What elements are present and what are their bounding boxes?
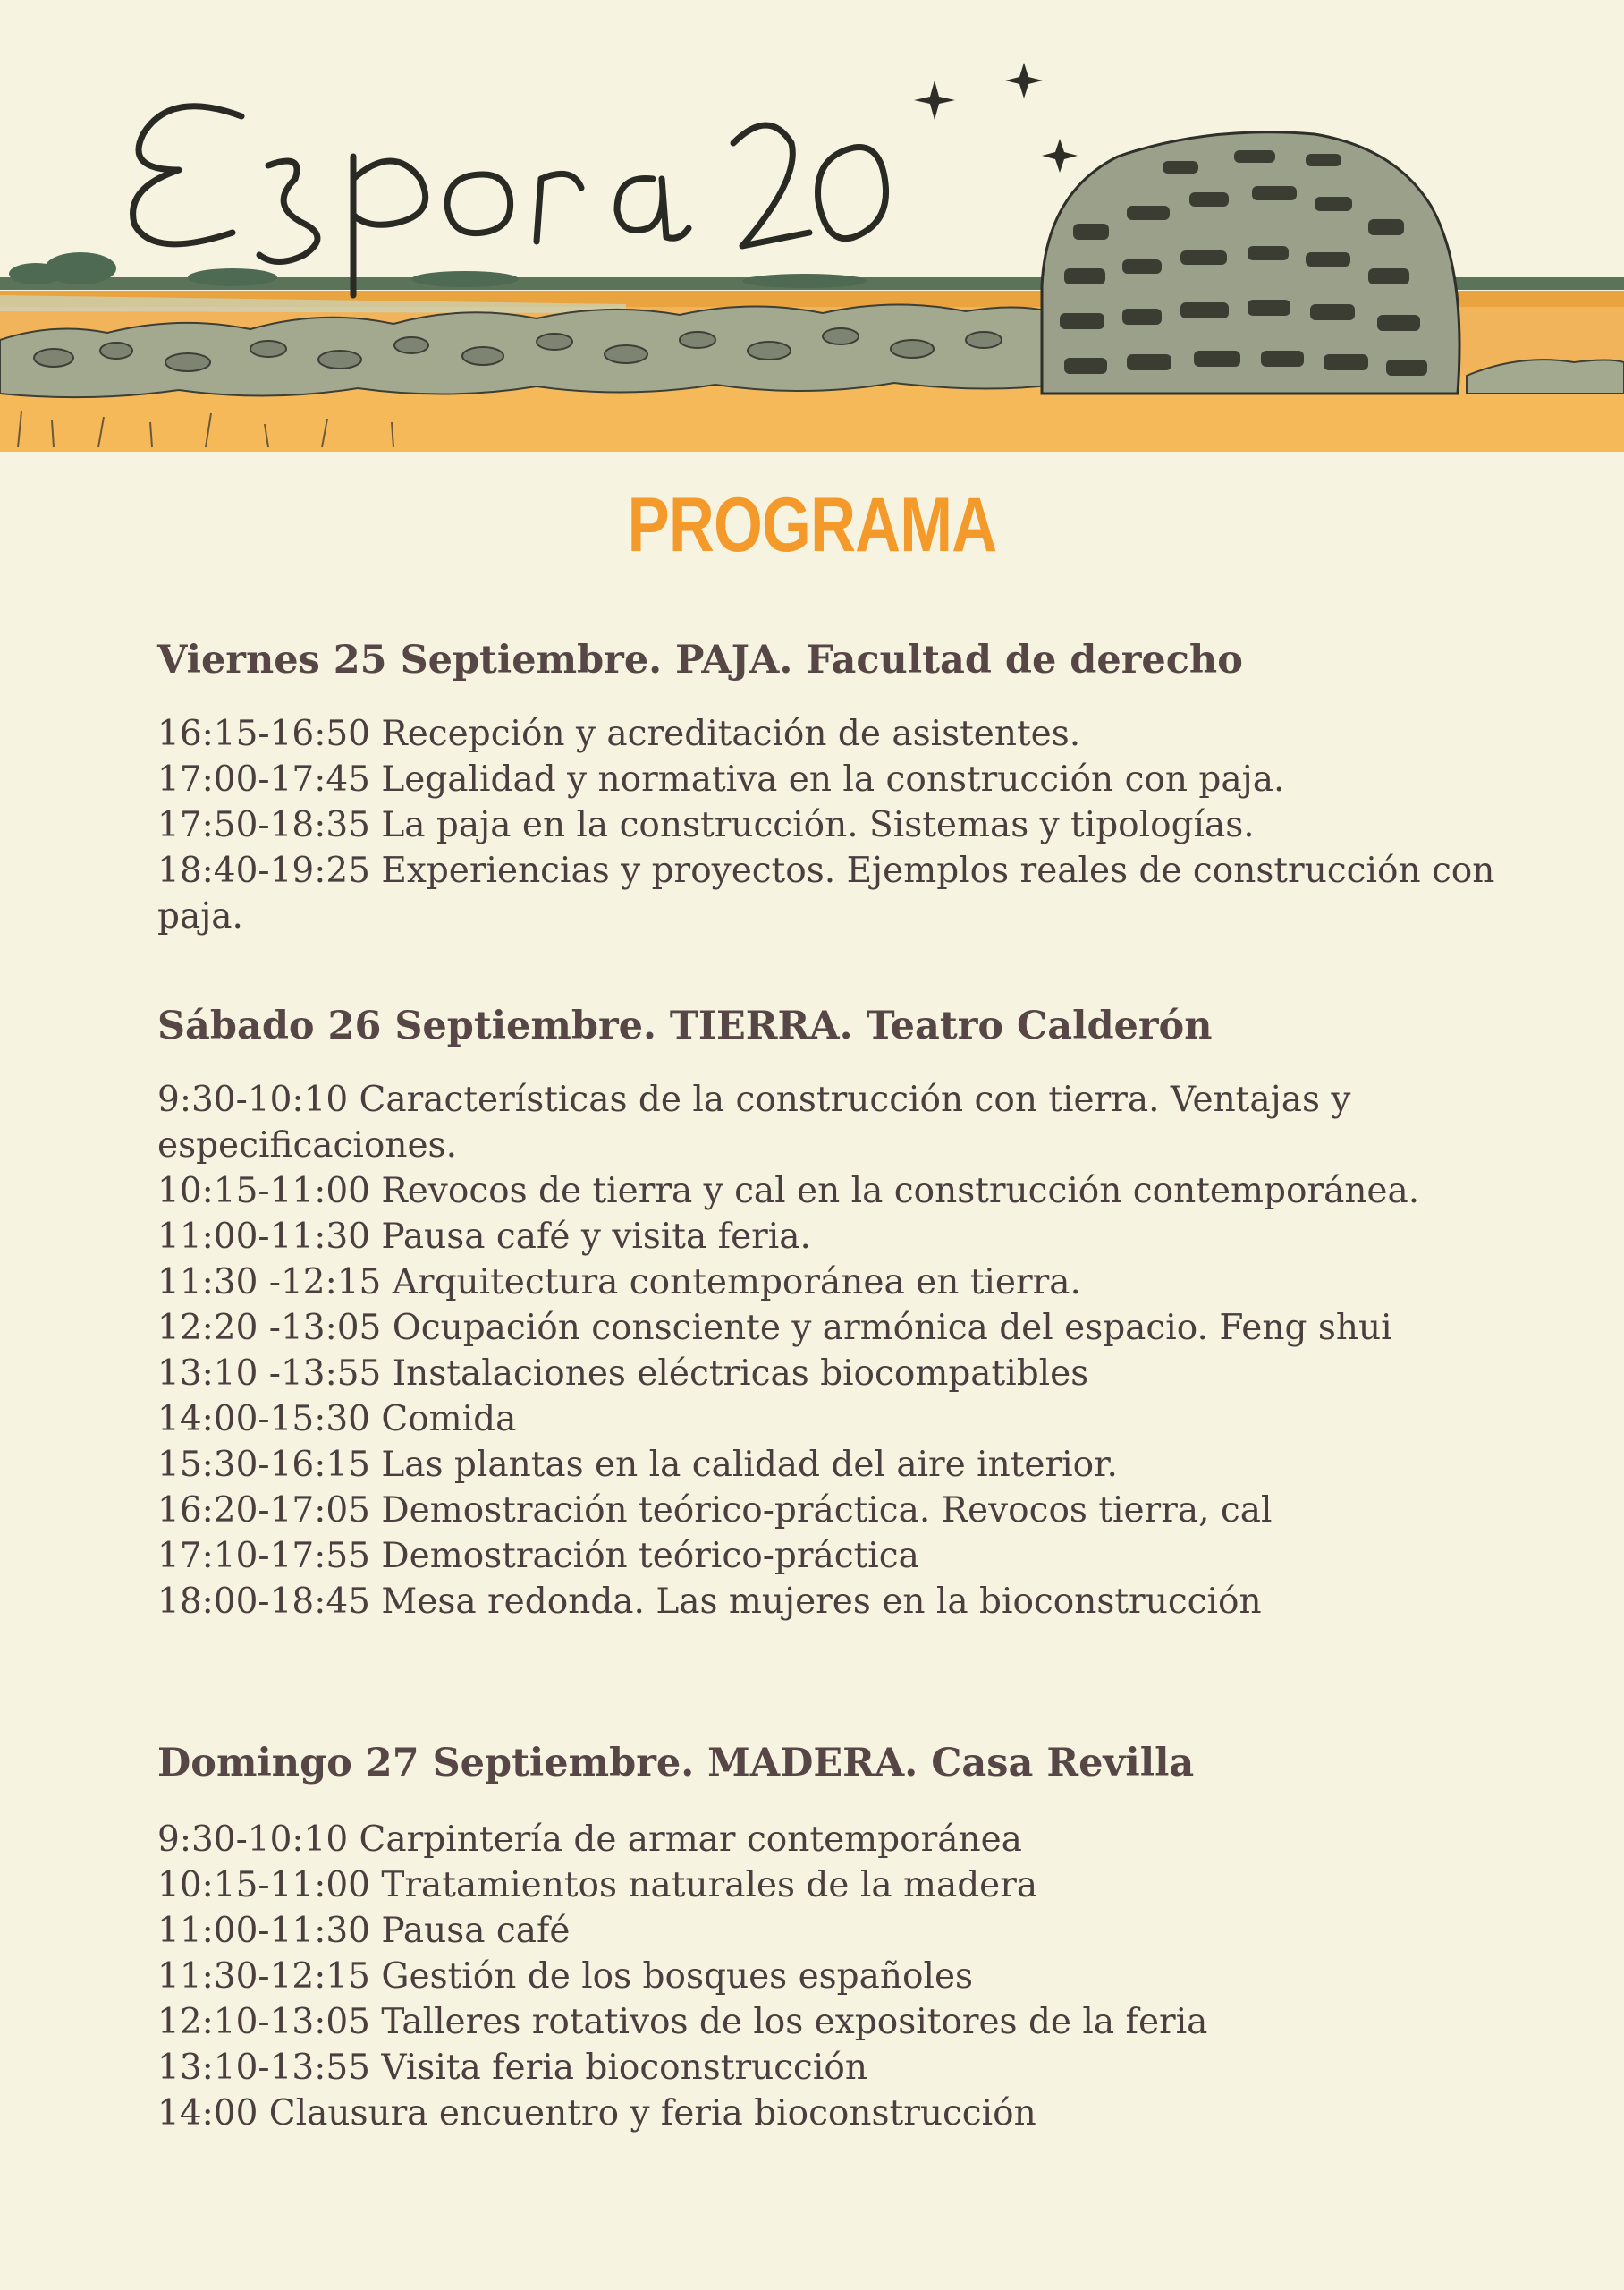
header-illustration: [0, 0, 1624, 452]
day-section-friday: [157, 638, 1552, 939]
stone-hut: [1042, 132, 1459, 394]
day-heading: Sábado 26 Septiembre. TIERRA. Teatro Calderón: [157, 1004, 1213, 1048]
schedule-item: 10:15-11:00 Revocos de tierra y cal en la construcción contemporánea.: [157, 1170, 1420, 1211]
schedule-item: 16:15-16:50 Recepción y acreditación de asistentes.: [157, 713, 1081, 754]
schedule-item: 11:30 -12:15 Arquitectura contemporánea en tierra.: [157, 1261, 1081, 1302]
schedule-item: 17:10-17:55 Demostración teórico-práctica: [157, 1535, 919, 1576]
schedule-item: 12:10-13:05 Talleres rotativos de los expositores de la feria: [157, 2001, 1208, 2042]
schedule-item: 18:40-19:25 Experiencias y proyectos. Ejemplos reales de construcción con paja.: [157, 850, 1495, 937]
schedule-item: 12:20 -13:05 Ocupación consciente y armónica del espacio. Feng shui: [157, 1307, 1392, 1348]
schedule-item: 16:20-17:05 Demostración teórico-práctica. Revocos tierra, cal: [157, 1489, 1273, 1531]
day-heading: Viernes 25 Septiembre. PAJA. Facultad de derecho: [157, 638, 1243, 683]
schedule-item: 11:00-11:30 Pausa café: [157, 1910, 571, 1951]
schedule-item: 18:00-18:45 Mesa redonda. Las mujeres en la bioconstrucción: [157, 1581, 1262, 1622]
page-title: PROGRAMA: [627, 482, 997, 568]
schedule-item: 14:00-15:30 Comida: [157, 1398, 517, 1439]
day-section-saturday: [157, 1004, 1552, 1624]
schedule-item: 11:30-12:15 Gestión de los bosques españoles: [157, 1955, 974, 1997]
schedule-item: 11:00-11:30 Pausa café y visita feria.: [157, 1216, 811, 1257]
day-heading: Domingo 27 Septiembre. MADERA. Casa Revilla: [157, 1741, 1195, 1785]
schedule-item: 14:00 Clausura encuentro y feria bioconstrucción: [157, 2092, 1036, 2133]
schedule-item: 15:30-16:15 Las plantas en la calidad del aire interior.: [157, 1444, 1118, 1485]
schedule-item: 13:10-13:55 Visita feria bioconstrucción: [157, 2047, 867, 2088]
schedule-item: 17:00-17:45 Legalidad y normativa en la construcción con paja.: [157, 759, 1285, 800]
schedule-item: 9:30-10:10 Carpintería de armar contemporánea: [157, 1819, 1022, 1860]
schedule-list: [157, 1077, 1552, 1624]
schedule-item: 13:10 -13:55 Instalaciones eléctricas biocompatibles: [157, 1353, 1089, 1394]
schedule-list: [157, 1817, 1552, 2136]
schedule-item: 10:15-11:00 Tratamientos naturales de la madera: [157, 1864, 1038, 1905]
schedule-item: 9:30-10:10 Características de la construcción con tierra. Ventajas y especificaciones.: [157, 1079, 1351, 1166]
schedule-list: [157, 711, 1552, 939]
schedule-item: 17:50-18:35 La paja en la construcción. Sistemas y tipologías.: [157, 804, 1255, 845]
day-section-sunday: [157, 1741, 1552, 2136]
